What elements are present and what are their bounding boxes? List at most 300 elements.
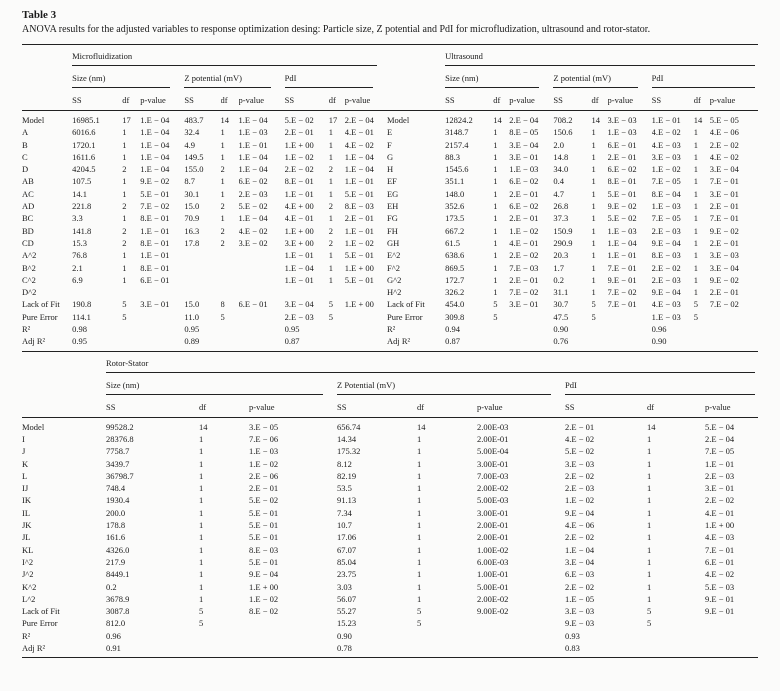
row-label: K xyxy=(22,458,29,469)
cell: 1.00E-01 xyxy=(477,569,509,580)
cell: 6016.6 xyxy=(72,127,96,138)
cell: 5 xyxy=(647,606,652,617)
table-row xyxy=(22,225,758,237)
row-label: Lack of Fit xyxy=(386,299,425,310)
cell: 1 xyxy=(122,213,127,224)
cell: 1 xyxy=(493,225,498,236)
cell: 1.E − 01 xyxy=(284,188,314,199)
cell: 67.07 xyxy=(337,544,357,555)
cell: 1 xyxy=(417,581,422,592)
cell: 6.E − 02 xyxy=(238,176,268,187)
cell: 0.87 xyxy=(284,336,300,347)
cell: 5.E − 01 xyxy=(249,520,279,531)
cell: 4.E − 02 xyxy=(705,569,735,580)
cell: 0.95 xyxy=(184,324,200,335)
cell: 34.0 xyxy=(553,164,569,175)
cell: 8 xyxy=(220,299,225,310)
cell xyxy=(221,335,239,351)
cell: 8.12 xyxy=(337,458,352,469)
cell: 3.E − 04 xyxy=(284,299,314,310)
cell xyxy=(239,262,285,274)
cell: 1 xyxy=(199,483,204,494)
table-row xyxy=(22,519,758,531)
cell: 1.E + 00 xyxy=(705,520,735,531)
cell xyxy=(184,262,220,274)
row-label: D^2 xyxy=(22,287,37,298)
cell: 812.0 xyxy=(106,618,126,629)
cell: 2.E − 04 xyxy=(344,115,374,125)
cell: 309.8 xyxy=(445,311,465,322)
cell: 70.9 xyxy=(184,213,200,224)
cell: 1.E − 04 xyxy=(238,151,268,162)
cell: 1.E − 01 xyxy=(140,250,170,261)
anova-table-bottom xyxy=(22,352,758,659)
col-df: df xyxy=(122,88,140,111)
table-row xyxy=(22,605,758,617)
subgroup-size: Size (nm) xyxy=(445,66,553,88)
cell: 708.2 xyxy=(553,115,573,125)
cell: 1 xyxy=(693,139,698,150)
cell: 1.E − 04 xyxy=(140,139,170,150)
cell: 1 xyxy=(493,164,498,175)
cell: 7.E − 01 xyxy=(607,299,637,310)
cell: 3.3 xyxy=(72,213,83,224)
cell xyxy=(122,286,140,298)
cell: 5 xyxy=(199,606,204,617)
col-pvalue: p-value xyxy=(710,88,758,111)
cell xyxy=(345,286,387,298)
table-row xyxy=(22,200,758,212)
cell: 1 xyxy=(493,250,498,261)
cell: 14 xyxy=(220,115,229,125)
cell xyxy=(694,323,710,335)
cell: 2.E − 02 xyxy=(284,164,314,175)
cell: 5.00E-01 xyxy=(477,581,509,592)
cell xyxy=(285,286,329,298)
cell: 1.E − 04 xyxy=(140,151,170,162)
table-row xyxy=(22,581,758,593)
cell: 1 xyxy=(591,188,596,199)
row-label: BC xyxy=(22,213,34,224)
cell: 1 xyxy=(122,262,127,273)
cell: 1 xyxy=(417,483,422,494)
cell: 5 xyxy=(122,311,127,322)
cell: 1 xyxy=(199,470,204,481)
cell: 4.E − 03 xyxy=(651,299,681,310)
cell: 1 xyxy=(199,532,204,543)
cell: 5.E − 01 xyxy=(249,532,279,543)
anova-table-bottom-body xyxy=(22,417,758,658)
cell: 6.E − 03 xyxy=(565,569,595,580)
cell: 3.E − 04 xyxy=(509,139,539,150)
cell: 3678.9 xyxy=(106,593,130,604)
cell xyxy=(417,630,477,642)
row-label: J xyxy=(22,446,26,457)
cell: 1.E − 05 xyxy=(565,593,595,604)
cell: 1 xyxy=(220,188,225,199)
cell: 352.6 xyxy=(445,201,465,212)
cell: 1 xyxy=(122,151,127,162)
cell: 1.E − 04 xyxy=(238,164,268,175)
cell: 1 xyxy=(493,274,498,285)
cell: 1 xyxy=(199,544,204,555)
cell: 1 xyxy=(693,287,698,298)
cell: 8.E − 01 xyxy=(140,262,170,273)
cell: 1 xyxy=(693,274,698,285)
cell: 2.E − 04 xyxy=(509,115,539,125)
cell: 1 xyxy=(417,495,422,506)
cell: 3087.8 xyxy=(106,606,130,617)
cell: 1 xyxy=(647,532,652,543)
cell: 1.E − 04 xyxy=(140,127,170,138)
cell: 1 xyxy=(693,127,698,138)
cell: 36798.7 xyxy=(106,470,134,481)
spacer xyxy=(387,66,445,88)
table-row xyxy=(22,630,758,642)
cell: 6.E − 02 xyxy=(509,176,539,187)
cell: 7758.7 xyxy=(106,446,130,457)
table-row xyxy=(22,151,758,163)
cell: 1 xyxy=(199,581,204,592)
cell: 1 xyxy=(591,274,596,285)
spacer xyxy=(22,88,72,111)
cell: 8.E − 04 xyxy=(651,188,681,199)
cell: 61.5 xyxy=(445,237,460,248)
cell: 5 xyxy=(417,606,422,617)
cell: 2.E − 01 xyxy=(509,188,539,199)
cell: 14.8 xyxy=(553,151,569,162)
cell: 2.E − 03 xyxy=(238,188,268,199)
cell: 2 xyxy=(220,225,225,236)
table-row xyxy=(22,249,758,261)
cell: 0.83 xyxy=(565,642,580,653)
cell: 1.E − 04 xyxy=(238,213,268,224)
cell: 53.5 xyxy=(337,483,352,494)
cell: 4.E − 01 xyxy=(344,127,374,138)
cell: 55.27 xyxy=(337,606,357,617)
row-label: Pure Error xyxy=(22,618,58,629)
row-label: Model xyxy=(22,421,45,432)
cell: 1 xyxy=(199,593,204,604)
cell: 0.98 xyxy=(72,324,87,335)
cell: 47.5 xyxy=(553,311,569,322)
cell: 1 xyxy=(647,483,652,494)
cell: 14 xyxy=(693,115,703,125)
cell xyxy=(710,311,758,323)
cell: 1 xyxy=(693,201,698,212)
cell: 172.7 xyxy=(445,274,465,285)
cell: 0.2 xyxy=(106,581,117,592)
cell: 1 xyxy=(220,139,225,150)
cell: 8.E − 03 xyxy=(344,201,374,212)
table-row xyxy=(22,507,758,519)
cell xyxy=(705,630,758,642)
cell xyxy=(694,335,710,351)
cell: 0.89 xyxy=(184,336,200,347)
cell: 2.E − 01 xyxy=(709,287,739,298)
cell: 1.E − 01 xyxy=(344,176,374,187)
cell xyxy=(249,630,337,642)
cell: 5.E − 01 xyxy=(344,250,374,261)
cell: 1 xyxy=(199,507,204,518)
cell: 30.1 xyxy=(184,188,200,199)
cell: 0.96 xyxy=(651,324,667,335)
cell: 173.5 xyxy=(445,213,465,224)
cell: 1 xyxy=(417,520,422,531)
cell: 5.E − 01 xyxy=(607,188,637,199)
cell: 4.E − 01 xyxy=(284,213,314,224)
cell: 9.E − 02 xyxy=(607,201,637,212)
row-label: BD xyxy=(22,225,34,236)
row-label: Adj R² xyxy=(22,336,46,347)
cell: 2.00E-02 xyxy=(477,483,509,494)
cell: 2 xyxy=(122,237,127,248)
cell: 1 xyxy=(647,593,652,604)
subgroup-pdi: PdI xyxy=(285,66,387,88)
cell: 4.E − 02 xyxy=(651,127,681,138)
cell: 1.E − 01 xyxy=(651,115,681,125)
cell: 5.00E-03 xyxy=(477,495,509,506)
cell: 869.5 xyxy=(445,262,465,273)
cell: 1 xyxy=(122,274,127,285)
cell: 1 xyxy=(591,164,596,175)
cell: 1.E − 04 xyxy=(607,237,637,248)
row-label: IJ xyxy=(22,483,29,494)
table-row xyxy=(22,286,758,298)
cell: 5 xyxy=(493,311,498,322)
table-row xyxy=(22,175,758,187)
col-df: df xyxy=(199,395,249,418)
column-header-row xyxy=(22,88,758,111)
spacer xyxy=(22,373,106,395)
cell: 2.E − 01 xyxy=(509,213,539,224)
cell: 141.8 xyxy=(72,225,92,236)
cell: 1 xyxy=(417,544,422,555)
cell: 5 xyxy=(693,299,698,310)
row-label: G^2 xyxy=(386,274,402,285)
cell: 14.34 xyxy=(337,433,357,444)
cell: 1 xyxy=(591,225,596,236)
cell xyxy=(710,323,758,335)
cell: 5 xyxy=(647,618,652,629)
cell: 5.E − 05 xyxy=(709,115,739,125)
cell: 7.E − 01 xyxy=(709,176,739,187)
cell: 1.E − 02 xyxy=(509,225,539,236)
cell: 28376.8 xyxy=(106,433,134,444)
row-label: L xyxy=(22,470,28,481)
table-row xyxy=(22,458,758,470)
row-label: H xyxy=(386,164,394,175)
cell: 7.E − 05 xyxy=(651,213,681,224)
cell xyxy=(329,286,345,298)
cell: 326.2 xyxy=(445,287,465,298)
cell: 1.E − 02 xyxy=(249,593,279,604)
cell xyxy=(140,286,184,298)
cell: 2 xyxy=(328,201,334,212)
cell: 2.E − 01 xyxy=(284,127,314,138)
cell: 6.E − 01 xyxy=(607,139,637,150)
cell: 1.E − 03 xyxy=(249,446,279,457)
row-label: Lack of Fit xyxy=(22,299,60,310)
cell xyxy=(417,642,477,658)
cell: 2.E − 03 xyxy=(651,225,681,236)
cell: 8.E − 01 xyxy=(284,176,314,187)
cell: 1 xyxy=(591,139,596,150)
cell: 221.8 xyxy=(72,201,92,212)
cell: 1 xyxy=(122,188,127,199)
cell: 1 xyxy=(591,176,596,187)
table-row xyxy=(22,323,758,335)
row-label: I^2 xyxy=(22,556,34,567)
cell: 0.90 xyxy=(337,630,352,641)
table-row xyxy=(22,237,758,249)
cell: 1.E + 00 xyxy=(344,262,374,273)
cell: 1 xyxy=(591,287,596,298)
cell: 4.E − 06 xyxy=(709,127,739,138)
cell: 9.E − 04 xyxy=(651,237,681,248)
cell xyxy=(239,274,285,286)
row-label: AC xyxy=(22,188,34,199)
row-label: C xyxy=(22,151,28,162)
cell: 17 xyxy=(122,115,131,125)
cell: 2 xyxy=(220,164,225,175)
table-row xyxy=(22,494,758,506)
cell: 2.E − 03 xyxy=(565,483,595,494)
col-ss: SS xyxy=(553,88,591,111)
subgroup-size: Size (nm) xyxy=(106,373,337,395)
cell: 1.E − 02 xyxy=(565,495,595,506)
cell: 7.00E-03 xyxy=(477,470,509,481)
cell: 1 xyxy=(647,581,652,592)
col-pvalue: p-value xyxy=(140,88,184,111)
cell: 8.E − 02 xyxy=(249,606,279,617)
cell: 1.E − 04 xyxy=(344,151,374,162)
cell: 3.E − 05 xyxy=(249,421,279,432)
cell: 6.E − 01 xyxy=(140,274,170,285)
cell: 14 xyxy=(591,115,600,125)
cell: 9.E − 01 xyxy=(705,606,735,617)
cell: 5.E − 02 xyxy=(607,213,637,224)
cell: 4.E − 02 xyxy=(709,151,739,162)
cell xyxy=(221,286,239,298)
row-label: CD xyxy=(22,237,34,248)
col-ss: SS xyxy=(285,88,329,111)
row-label: E xyxy=(386,127,393,138)
table-row xyxy=(22,262,758,274)
cell xyxy=(221,249,239,261)
group-header-row xyxy=(22,352,758,373)
cell: 1.E − 04 xyxy=(140,164,170,175)
cell: 2.E − 02 xyxy=(565,581,595,592)
cell: 3148.7 xyxy=(445,127,469,138)
cell xyxy=(239,335,285,351)
cell: 7.E − 02 xyxy=(709,299,739,310)
subgroup-zpotential: Z potential (mV) xyxy=(553,66,651,88)
cell: 3.E − 03 xyxy=(651,151,681,162)
table-row xyxy=(22,445,758,457)
cell: 1 xyxy=(328,127,334,138)
group-microfluidization xyxy=(72,45,387,67)
cell xyxy=(477,630,565,642)
row-label: FH xyxy=(386,225,398,236)
subgroup-pdi: PdI xyxy=(652,66,758,88)
col-ss: SS xyxy=(72,88,122,111)
row-label: EH xyxy=(386,201,399,212)
subgroup-header-row xyxy=(22,66,758,88)
cell xyxy=(249,617,337,629)
col-df: df xyxy=(329,88,345,111)
cell: 1.E − 01 xyxy=(705,458,735,469)
cell: 5 xyxy=(591,311,596,322)
cell: 99528.2 xyxy=(106,421,134,432)
column-header-row xyxy=(22,395,758,418)
col-ss: SS xyxy=(445,88,493,111)
cell: 3.E − 02 xyxy=(238,237,268,248)
row-label: Lack of Fit xyxy=(22,606,60,617)
cell: 1 xyxy=(220,151,225,162)
cell: 1930.4 xyxy=(106,495,130,506)
row-label: EF xyxy=(386,176,397,187)
row-label: L^2 xyxy=(22,593,36,604)
cell: 149.5 xyxy=(184,151,204,162)
cell: 4.E − 02 xyxy=(565,433,595,444)
cell: 3.03 xyxy=(337,581,352,592)
cell: 2.00E-01 xyxy=(477,532,509,543)
cell: 4.E − 06 xyxy=(565,520,595,531)
spacer xyxy=(387,88,445,111)
cell: 1 xyxy=(493,127,498,138)
cell: 1 xyxy=(647,520,652,531)
cell: 9.E − 02 xyxy=(709,225,739,236)
cell: 4.E − 03 xyxy=(651,139,681,150)
cell xyxy=(72,286,122,298)
col-pvalue: p-value xyxy=(249,395,337,418)
cell: 1 xyxy=(591,127,596,138)
cell: 9.E − 04 xyxy=(565,507,595,518)
cell: 3.E − 04 xyxy=(565,556,595,567)
cell: 2.E − 01 xyxy=(249,483,279,494)
row-label: Pure Error xyxy=(386,311,423,322)
cell xyxy=(239,311,285,323)
cell: 2.E − 01 xyxy=(709,237,739,248)
cell: 1 xyxy=(122,127,127,138)
cell: 454.0 xyxy=(445,299,465,310)
cell: 1 xyxy=(199,569,204,580)
row-label: Model xyxy=(22,115,45,125)
cell: 2 xyxy=(328,225,334,236)
cell: 2.E − 02 xyxy=(565,532,595,543)
cell: 290.9 xyxy=(553,237,573,248)
cell: 0.91 xyxy=(106,642,121,653)
cell: 638.6 xyxy=(445,250,465,261)
col-df: df xyxy=(417,395,477,418)
cell: 8.E − 01 xyxy=(140,237,170,248)
cell: 1 xyxy=(493,262,498,273)
cell: 0.90 xyxy=(553,324,569,335)
subgroup-pdi: PdI xyxy=(565,373,758,395)
cell: 1 xyxy=(328,213,334,224)
spacer xyxy=(22,45,72,67)
cell: 4.E + 00 xyxy=(284,201,314,212)
cell xyxy=(221,262,239,274)
cell: 178.8 xyxy=(106,520,126,531)
cell: 5.E − 01 xyxy=(344,188,374,199)
cell: 1 xyxy=(417,433,422,444)
cell: 6.E − 02 xyxy=(607,164,637,175)
cell: 7.E − 06 xyxy=(249,433,279,444)
cell: 1 xyxy=(591,213,596,224)
cell: 0.95 xyxy=(284,324,300,335)
